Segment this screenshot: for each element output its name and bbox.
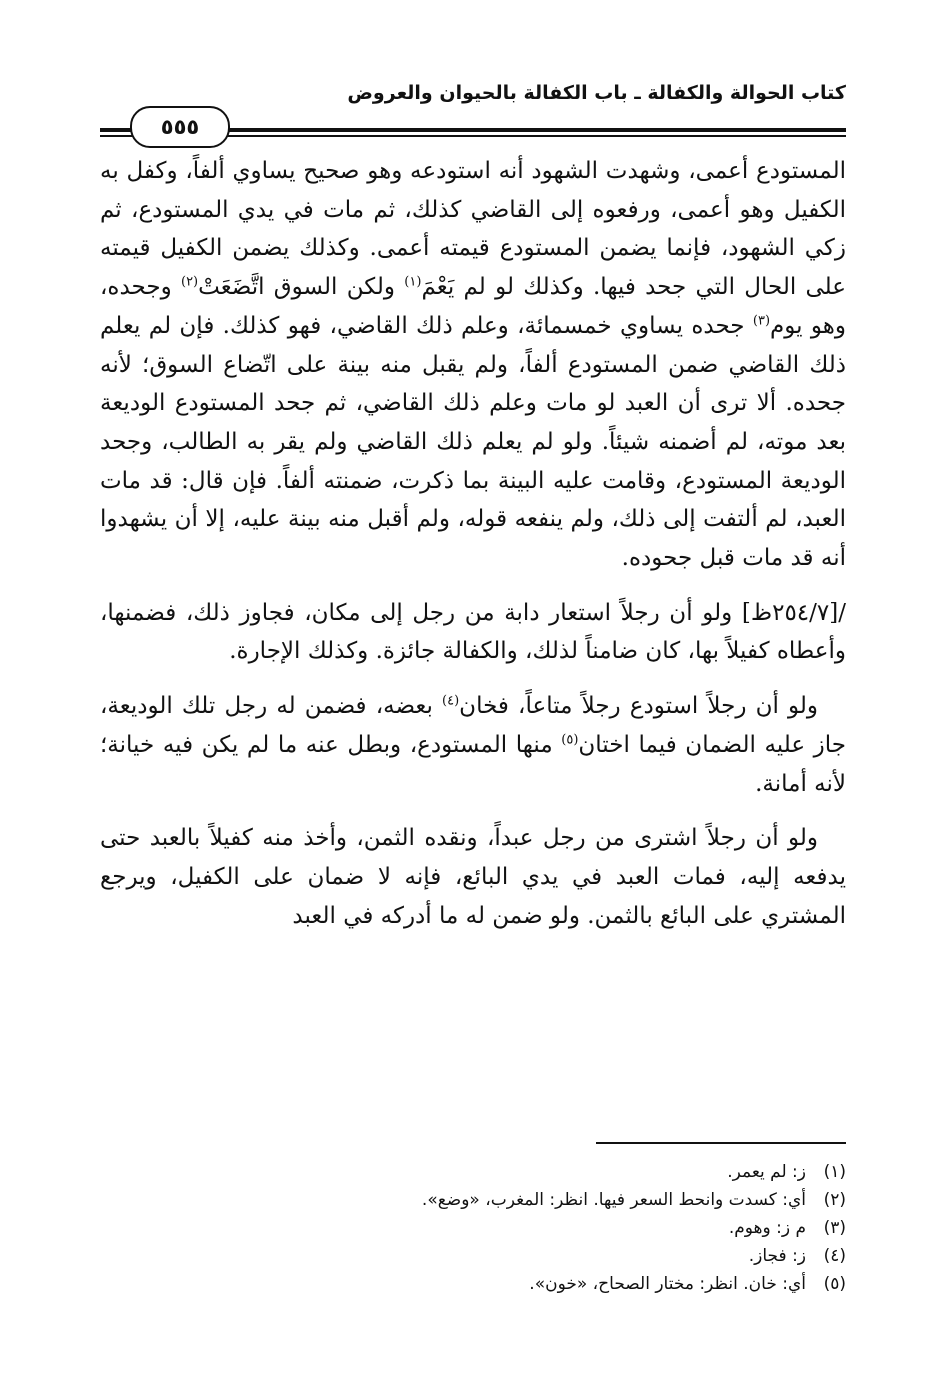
footnote-text: ز: لم يعمر.: [727, 1162, 806, 1182]
paragraph-4-text: ولو أن رجلاً اشترى من رجل عبداً، ونقده الثمن، وأخذ منه كفيلاً بالعبد حتى يدفعه إليه، فمات العبد في يدي البائع، فإنه لا ضمان على الكفيل، ويرجع المشتري على البائع بالثمن. ولو ضمن له ما أدركه في العبد: [100, 825, 846, 929]
footnote-text: أي: خان. انظر: مختار الصحاح، «خون».: [529, 1274, 806, 1294]
footnote-number: (٢): [823, 1190, 846, 1210]
paragraph-1-part-a: المستودع أعمى، وشهدت الشهود أنه استودعه وهو صحيح يساوي ألفاً، وكفل به الكفيل وهو أعمى، ورفعوه إلى القاضي كذلك، ثم مات في يدي المستودع، ثم زكي الشهود، فإنما يضمن المستودع قيمته أعمى. وكذلك يضمن الكفيل قيمته على الحال التي جحد فيها. وكذلك لو لم يَعْمَ: [100, 158, 847, 301]
footnote-5: [100, 1270, 846, 1298]
paragraph-1-part-b: ولكن السوق اتَّضَعَتْ: [198, 274, 405, 301]
paragraph-1-part-c: وجحده، وهو يوم: [100, 274, 846, 339]
footnote-text: م ز: وهوم.: [728, 1218, 806, 1238]
paragraph-3: [100, 687, 846, 803]
footnote-text: ز: فجاز.: [748, 1246, 806, 1266]
paragraph-4: [100, 819, 846, 935]
manuscript-folio-marker: /[٢٥٤/٧ظ]: [741, 599, 846, 626]
footnote-2: [100, 1186, 846, 1214]
running-title: كتاب الحوالة والكفالة ـ باب الكفالة بالحيوان والعروض: [347, 82, 846, 104]
footnote-separator: [596, 1142, 846, 1144]
footnote-ref-4[interactable]: (٤): [442, 693, 460, 709]
footnote-ref-5[interactable]: (٥): [561, 732, 579, 748]
paragraph-3-part-b: بعضه، فضمن له رجل تلك الوديعة، جاز عليه الضمان فيما اختان: [100, 693, 846, 758]
footnote-ref-2[interactable]: (٢): [180, 274, 199, 290]
paragraph-2-text: ولو أن رجلاً استعار دابة من رجل إلى مكان، فجاوز ذلك، فضمنها، وأعطاه كفيلاً بها، كان ضامناً لذلك، والكفالة جائزة. وكذلك الإجارة.: [100, 599, 846, 665]
footnote-number: (٥): [823, 1274, 846, 1294]
footnote-number: (١): [823, 1162, 846, 1182]
footnote-number: (٣): [823, 1218, 846, 1238]
footnote-4: [100, 1242, 846, 1270]
paragraph-1: [100, 152, 846, 578]
paragraph-3-part-a: ولو أن رجلاً استودع رجلاً متاعاً، فخان: [459, 693, 818, 720]
footnote-1: [100, 1158, 846, 1186]
main-text: [100, 152, 846, 935]
footnotes: [100, 1158, 846, 1298]
paragraph-1-part-d: جحده يساوي خمسمائة، وعلم ذلك القاضي، فهو كذلك. فإن لم يعلم ذلك القاضي ضمن المستودع ألفاً، ولم يقبل منه بينة على اتّضاع السوق؛ لأنه جحده. ألا ترى أن العبد لو مات وعلم ذلك القاضي، ثم جحد المستودع الوديعة بعد موته، لم أضمنه شيئاً. ولو لم يعلم ذلك القاضي ولم يقر به الطالب، وجحد الوديعة المستودع، وقامت عليه البينة بما ذكرت، ضمنته ألفاً. فإن قال: قد مات العبد، لم ألتفت إلى ذلك، ولم ينفعه قوله، ولم أقبل منه بينة عليه، إلا أن يشهدوا أنه قد مات قبل جحوده.: [100, 312, 846, 572]
paragraph-3-part-c: منها المستودع، وبطل عنه ما لم يكن فيه خيانة؛ لأنه أمانة.: [100, 731, 846, 797]
page-number: ٥٥٥: [130, 106, 230, 148]
paragraph-2: [100, 594, 846, 671]
footnote-number: (٤): [823, 1246, 846, 1266]
footnote-ref-3[interactable]: (٣): [752, 313, 771, 329]
footnote-3: [100, 1214, 846, 1242]
footnote-text: أي: كسدت وانحط السعر فيها. انظر: المغرب، «وضع».: [421, 1190, 806, 1210]
footnote-ref-1[interactable]: (١): [404, 274, 422, 290]
